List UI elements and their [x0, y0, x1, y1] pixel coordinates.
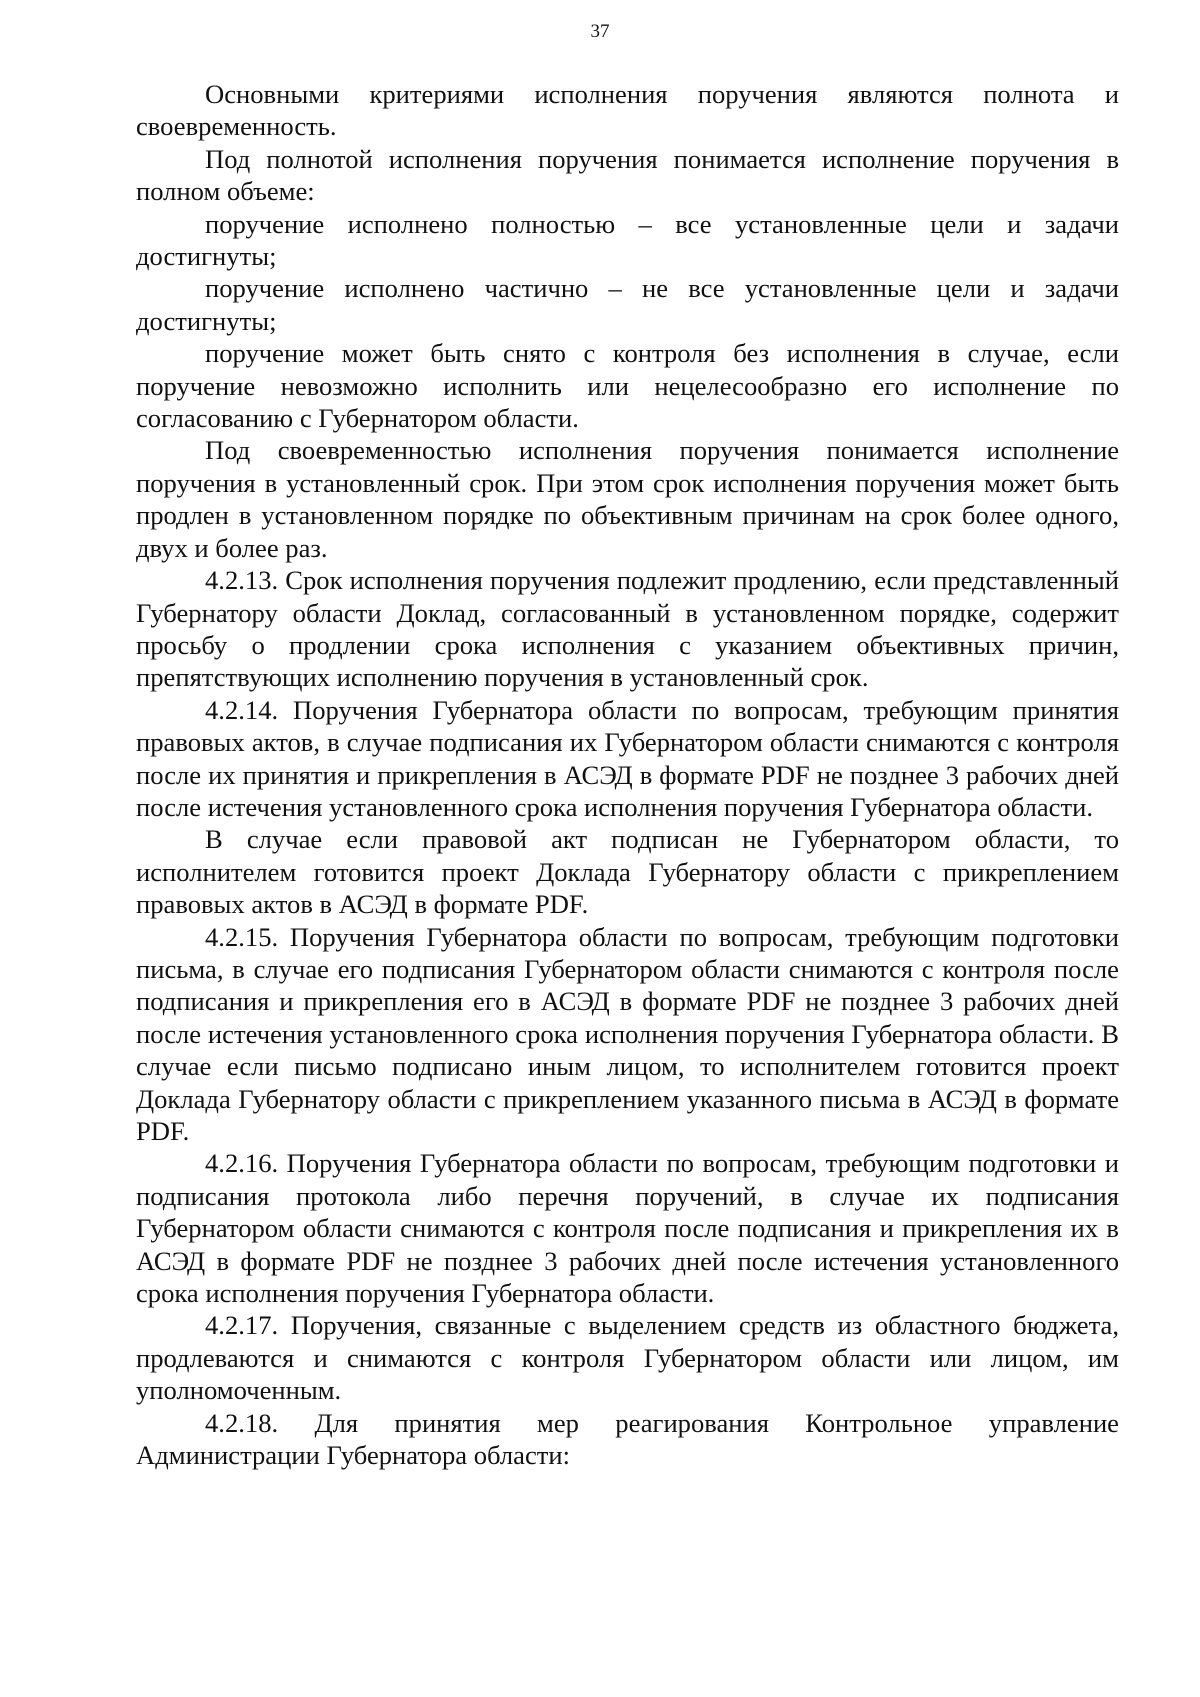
paragraph-timeliness: Под своевременностью исполнения поручения понимается исполнение поручения в установленный срок. При этом срок исполнения поручения может быть продлен в установленном порядке по объективным причинам на срок более одного, двух и более раз. — [136, 435, 1119, 563]
paragraph-4-2-14: 4.2.14. Поручения Губернатора области по вопросам, требующим принятия правовых актов, в случае подписания их Губернатором области снимаются с контроля после их принятия и прикрепления в АСЭД в формате PDF не позднее 3 рабочих дней после истечения установленного срока исполнения поручения Губернатора области. — [136, 694, 1119, 822]
paragraph-legal-act-other-signer: В случае если правовой акт подписан не Губернатором области, то исполнителем готовится проект Доклада Губернатору области с прикреплением правовых актов в АСЭД в формате PDF. — [136, 824, 1119, 920]
paragraph-4-2-16: 4.2.16. Поручения Губернатора области по вопросам, требующим подготовки и подписания протокола либо перечня поручений, в случае их подписания Губернатором области снимаются с контроля после подписания и прикрепления их в АСЭД в формате PDF не позднее 3 рабочих дней после истечения установленного срока исполнения поручения Губернатора области. — [136, 1148, 1119, 1309]
paragraph-4-2-17: 4.2.17. Поручения, связанные с выделением средств из областного бюджета, продлеваются и снимаются с контроля Губернатором области или лицом, им уполномоченным. — [136, 1310, 1119, 1406]
paragraph-4-2-18: 4.2.18. Для принятия мер реагирования Контрольное управление Администрации Губернатора области: — [136, 1407, 1119, 1471]
paragraph-completeness: Под полнотой исполнения поручения понимается исполнение поручения в полном объеме: — [136, 143, 1119, 207]
document-body — [136, 78, 1119, 1471]
page-number: 37 — [590, 21, 610, 42]
paragraph-fully-executed: поручение исполнено полностью – все установленные цели и задачи достигнуты; — [136, 208, 1119, 272]
paragraph-criteria: Основными критериями исполнения поручения являются полнота и своевременность. — [136, 79, 1119, 142]
paragraph-4-2-13: 4.2.13. Срок исполнения поручения подлежит продлению, если представленный Губернатору области Доклад, согласованный в установленном порядке, содержит просьбу о продлении срока исполнения с указанием объективных причин, препятствующих исполнению поручения в установленный срок. — [136, 565, 1119, 693]
paragraph-partially-executed: поручение исполнено частично – не все установленные цели и задачи достигнуты; — [136, 273, 1119, 336]
paragraph-4-2-15: 4.2.15. Поручения Губернатора области по вопросам, требующим подготовки письма, в случае его подписания Губернатором области снимаются с контроля после подписания и прикрепления его в АСЭД в формате PDF не позднее 3 рабочих дней после истечения установленного срока исполнения поручения Губернатора области. В случае если письмо подписано иным лицом, то исполнителем готовится проект Доклада Губернатору области с прикреплением указанного письма в АСЭД в формате PDF. — [136, 921, 1119, 1146]
paragraph-removed-from-control: поручение может быть снято с контроля без исполнения в случае, если поручение невозможно исполнить или нецелесообразно его исполнение по согласованию с Губернатором области. — [136, 338, 1119, 434]
